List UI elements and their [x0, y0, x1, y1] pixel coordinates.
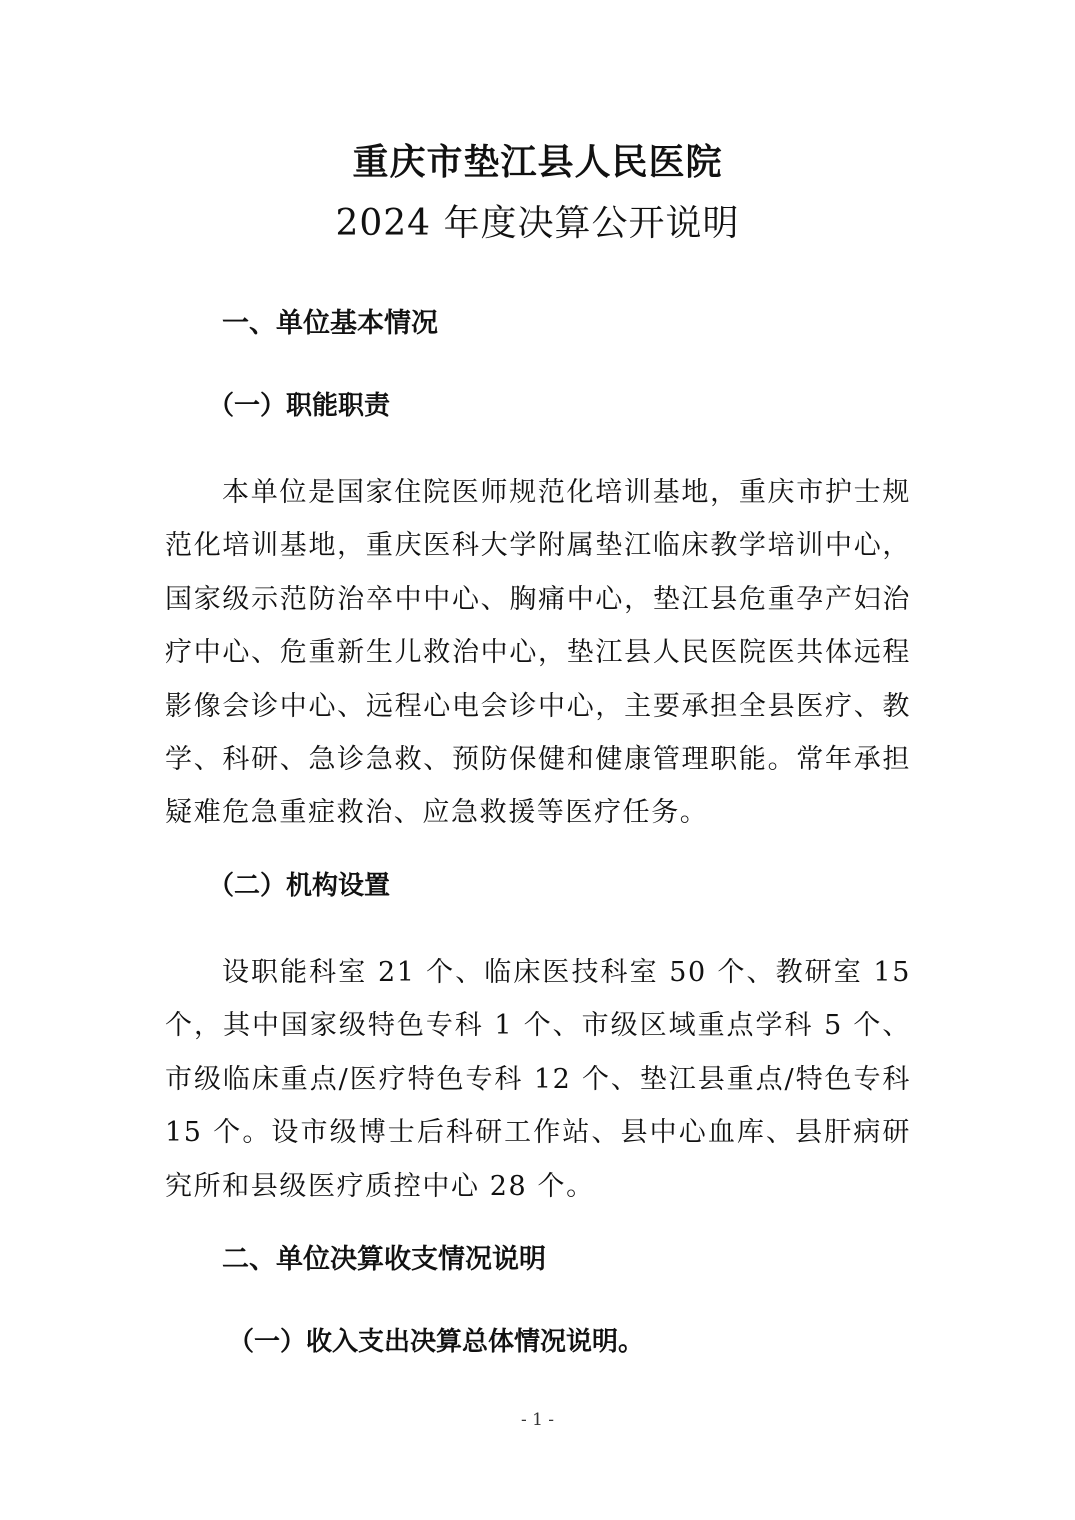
page-number: - 1 -	[520, 1410, 555, 1430]
paragraph-organization: 设职能科室 21 个、临床医技科室 50 个、教研室 15 个，其中国家级特色专科 1 个、市级区域重点学科 5 个、市级临床重点/医疗特色专科 12 个、垫江县重点/特色专科 15 个。设市级博士后科研工作站、县中心血库、县肝病研究所和县级医疗质控中心 28 个。	[165, 957, 911, 1202]
document-title-line2: 2024 年度决算公开说明	[335, 203, 740, 244]
subsection-heading-functions: （一）职能职责	[208, 391, 391, 421]
section-heading-basic-info: 一、单位基本情况	[222, 308, 438, 339]
subsection-heading-organization: （二）机构设置	[208, 871, 391, 901]
paragraph-functions: 本单位是国家住院医师规范化培训基地，重庆市护士规范化培训基地，重庆医科大学附属垫江临床教学培训中心，国家级示范防治卒中中心、胸痛中心，垫江县危重孕产妇治疗中心、危重新生儿救治中心，垫江县人民医院医共体远程影像会诊中心、远程心电会诊中心，主要承担全县医疗、教学、科研、急诊急救、预防保健和健康管理职能。常年承担疑难危急重症救治、应急救援等医疗任务。	[165, 477, 911, 829]
subsection-heading-revenue-expenditure: （一）收入支出决算总体情况说明。	[228, 1327, 645, 1357]
document-title-line1: 重庆市垫江县人民医院	[352, 141, 723, 183]
section-heading-budget: 二、单位决算收支情况说明	[222, 1244, 546, 1275]
